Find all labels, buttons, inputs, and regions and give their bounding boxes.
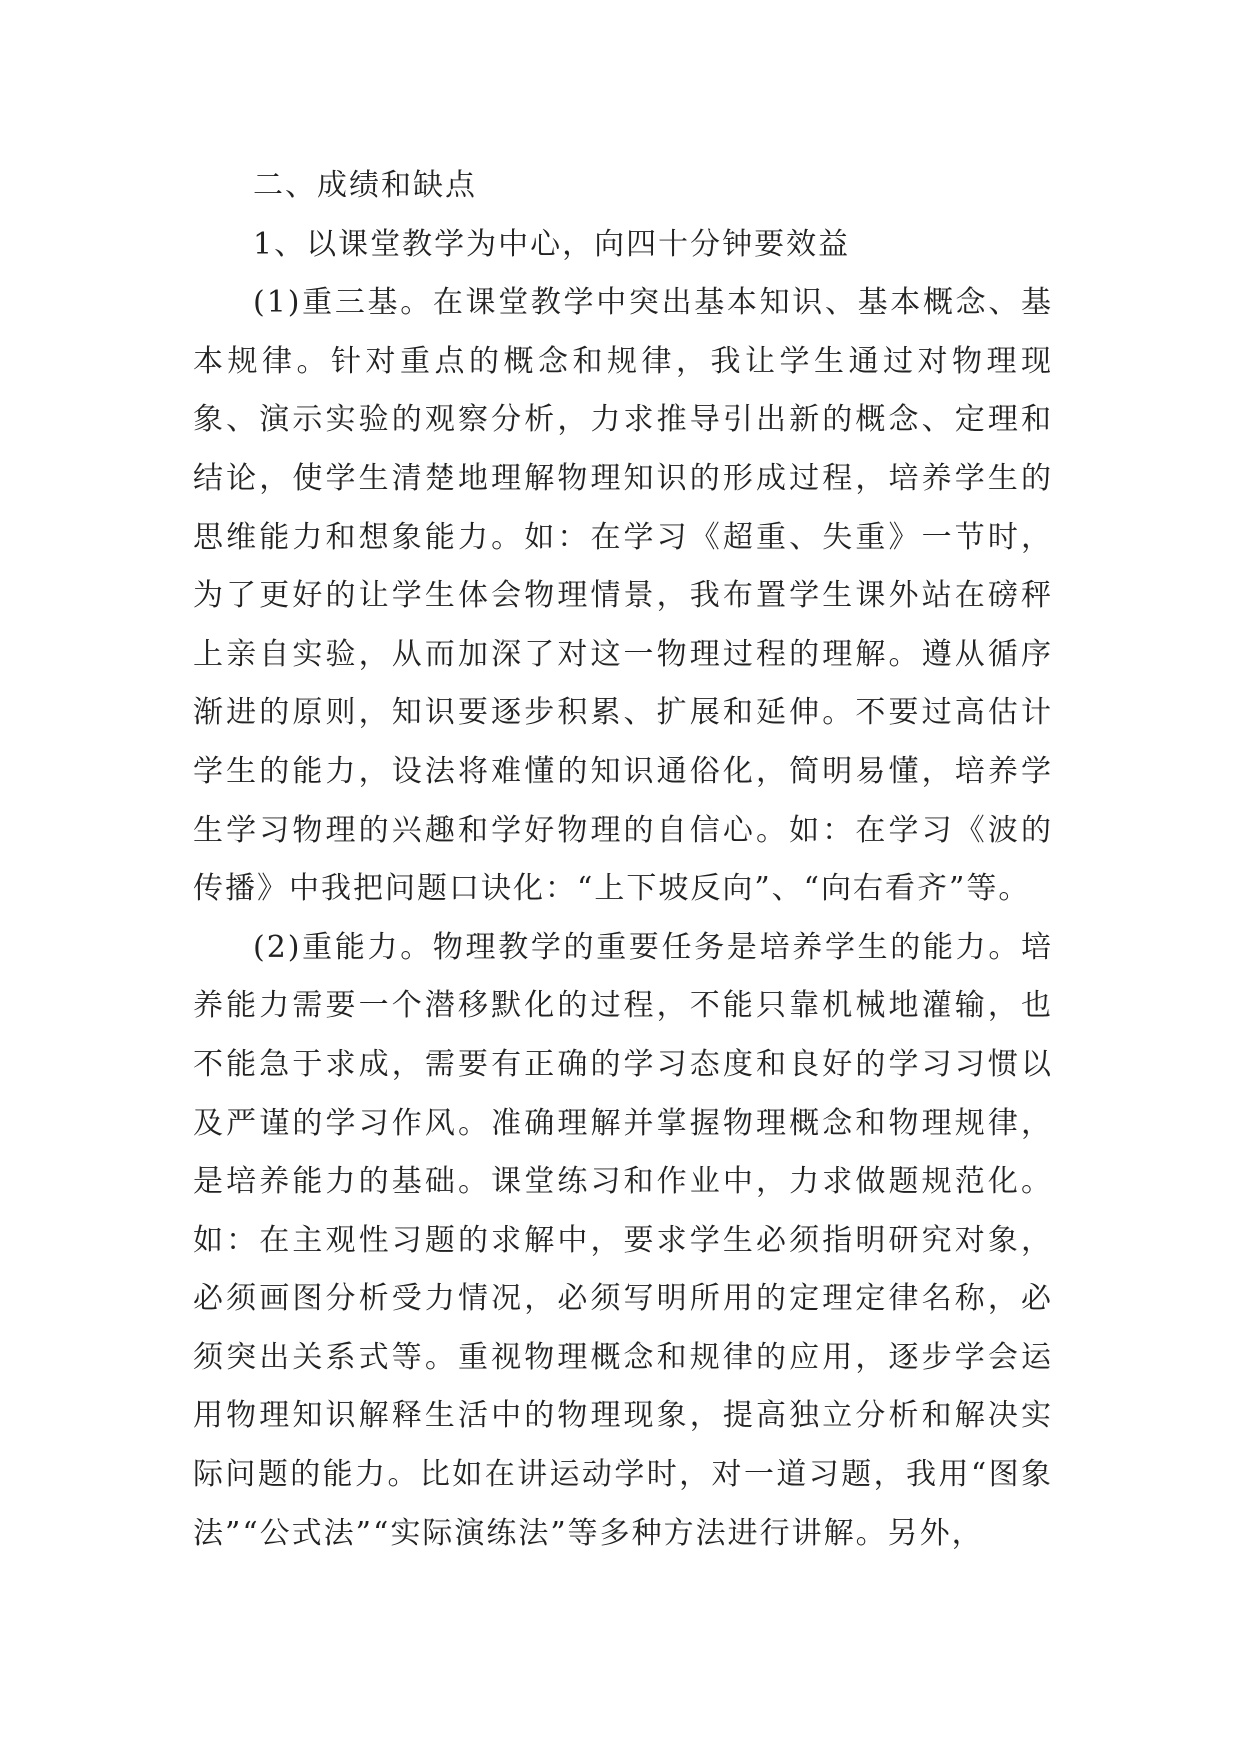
document-body: [193, 157, 1053, 1563]
section-heading: 二、成绩和缺点: [253, 168, 477, 203]
paragraph-basics: (1)重三基。在课堂教学中突出基本知识、基本概念、基本规律。针对重点的概念和规律，我让学生通过对物理现象、演示实验的观察分析，力求推导引出新的概念、定理和结论，使学生清楚地理解物理知识的形成过程，培养学生的思维能力和想象能力。如：在学习《超重、失重》一节时，为了更好的让学生体会物理情景，我布置学生课外站在磅秤上亲自实验，从而加深了对这一物理过程的理解。遵从循序渐进的原则，知识要逐步积累、扩展和延伸。不要过高估计学生的能力，设法将难懂的知识通俗化，简明易懂，培养学生学习物理的兴趣和学好物理的自信心。如：在学习《波的传播》中我把问题口诀化：“上下坡反向”、“向右看齐”等。: [193, 285, 1053, 907]
subsection-heading: 1、以课堂教学为中心，向四十分钟要效益: [253, 226, 851, 262]
paragraph-ability: (2)重能力。物理教学的重要任务是培养学生的能力。培养能力需要一个潜移默化的过程，不能只靠机械地灌输，也不能急于求成，需要有正确的学习态度和良好的学习习惯以及严谨的学习作风。准确理解并掌握物理概念和物理规律，是培养能力的基础。课堂练习和作业中，力求做题规范化。如：在主观性习题的求解中，要求学生必须指明研究对象，必须画图分析受力情况，必须写明所用的定理定律名称，必须突出关系式等。重视物理概念和规律的应用，逐步学会运用物理知识解释生活中的物理现象，提高独立分析和解决实际问题的能力。比如在讲运动学时，对一道习题，我用“图象法”“公式法”“实际演练法”等多种方法进行讲解。另外，: [193, 929, 1053, 1551]
